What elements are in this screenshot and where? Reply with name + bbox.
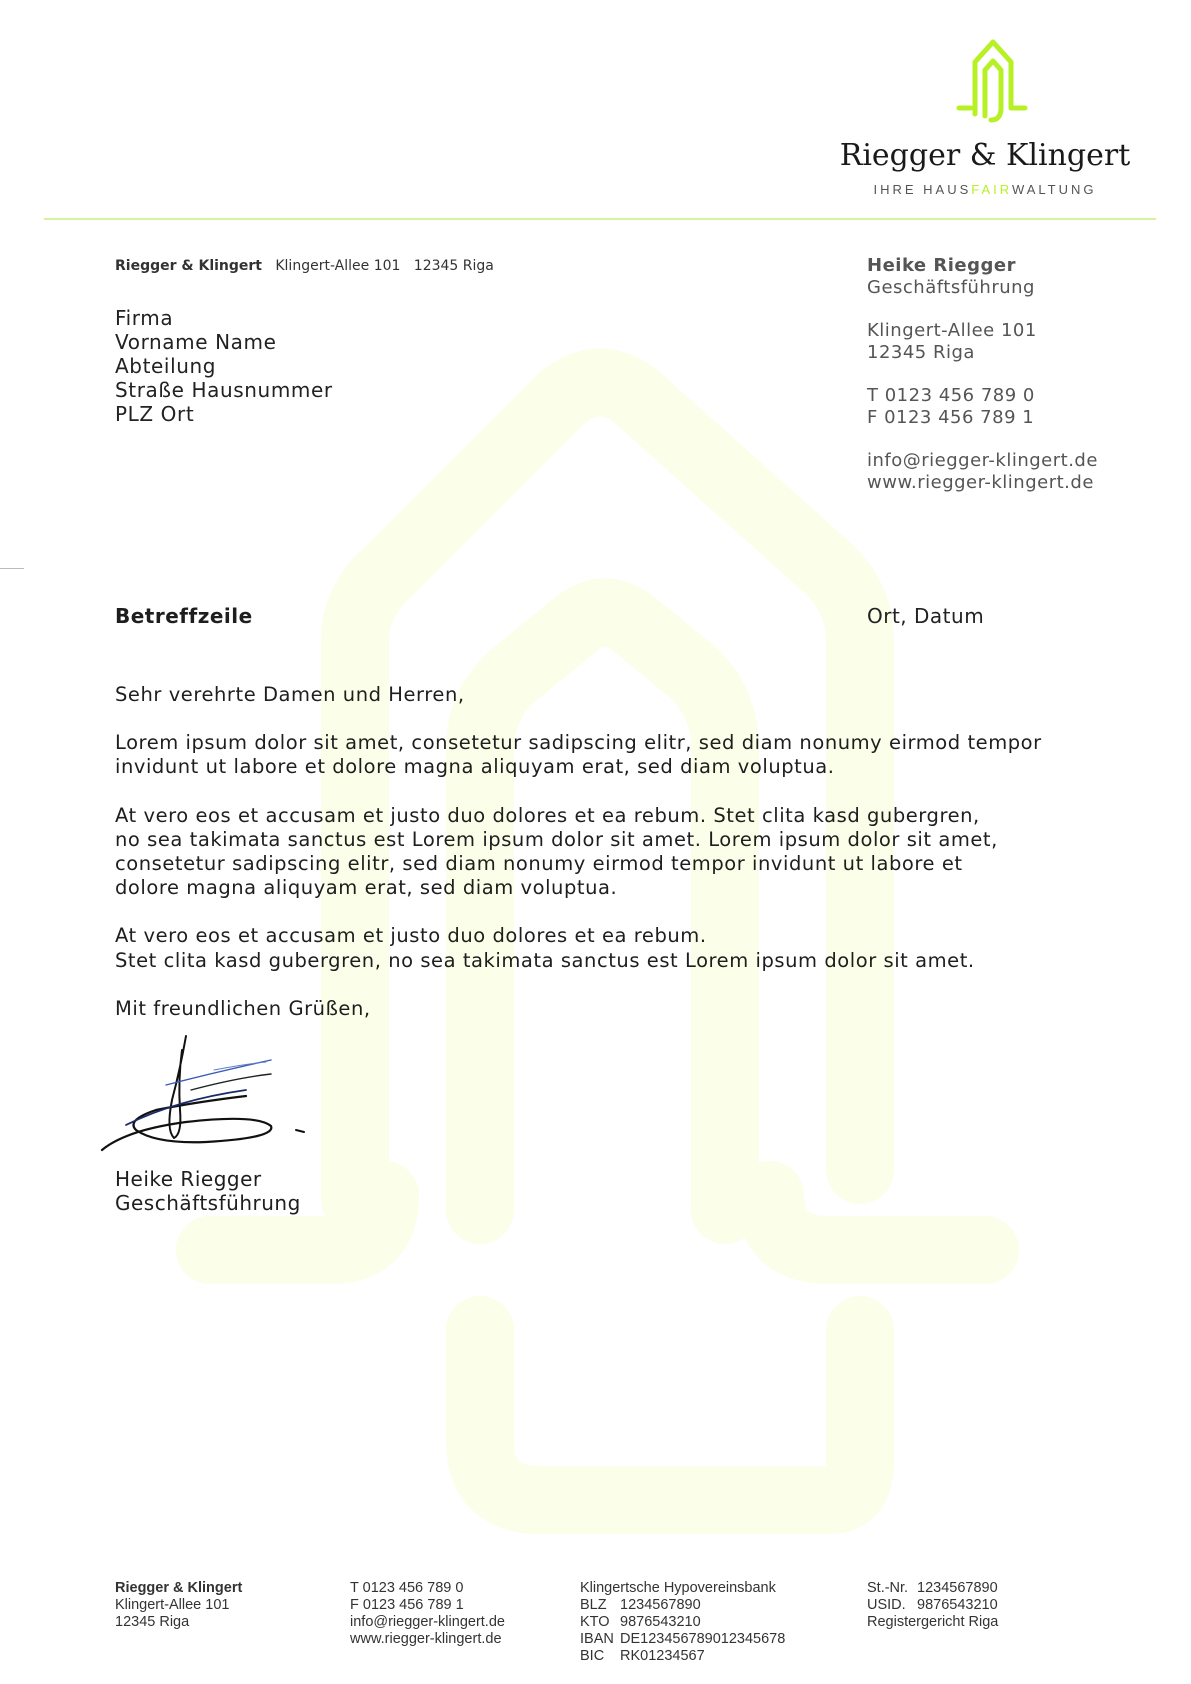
company-logo: [830, 30, 1140, 200]
footer-street: Klingert-Allee 101: [115, 1597, 230, 1613]
recipient-department: Abteilung: [115, 354, 217, 378]
contact-role: Geschäftsführung: [867, 277, 1035, 298]
footer-contact-column: [350, 1580, 505, 1648]
closing: Mit freundlichen Grüßen,: [115, 996, 371, 1020]
recipient-city: PLZ Ort: [115, 402, 195, 426]
recipient-company: Firma: [115, 306, 174, 330]
letter-body: [115, 683, 1075, 1045]
footer-company-column: [115, 1580, 242, 1631]
sender-return-line: [115, 258, 494, 274]
bic-value: RK01234567: [620, 1648, 705, 1664]
signer-block: [115, 1167, 301, 1215]
recipient-street: Straße Hausnummer: [115, 378, 333, 402]
footer-city: 12345 Riga: [115, 1614, 190, 1630]
salutation: Sehr verehrte Damen und Herren,: [115, 683, 465, 706]
footer-phone: T 0123 456 789 0: [350, 1580, 464, 1596]
footer-tax-column: [867, 1580, 998, 1631]
contact-block: [867, 255, 1098, 494]
footer-fax: F 0123 456 789 1: [350, 1597, 464, 1613]
tagline-pre: IHRE HAUS: [873, 182, 972, 197]
handwritten-signature: [96, 1030, 356, 1160]
contact-website[interactable]: www.riegger-klingert.de: [867, 472, 1094, 493]
signer-name: Heike Riegger: [115, 1167, 262, 1191]
sender-city: 12345 Riga: [413, 258, 494, 274]
recipient-address: [115, 306, 333, 426]
footer-register: Registergericht Riga: [867, 1614, 999, 1630]
blz-label: BLZ: [580, 1597, 607, 1613]
contact-phone: T 0123 456 789 0: [867, 385, 1035, 406]
footer-company: Riegger & Klingert: [115, 1580, 243, 1596]
kto-value: 9876543210: [620, 1614, 701, 1630]
stnr-label: St.-Nr.: [867, 1580, 909, 1596]
contact-name: Heike Riegger: [867, 255, 1016, 276]
place-date: Ort, Datum: [867, 604, 985, 628]
stnr-value: 1234567890: [917, 1580, 998, 1596]
iban-label: IBAN: [580, 1631, 614, 1647]
contact-street: Klingert-Allee 101: [867, 320, 1037, 341]
contact-fax: F 0123 456 789 1: [867, 407, 1035, 428]
usid-value: 9876543210: [917, 1597, 998, 1613]
body-paragraph: At vero eos et accusam et justo duo dolores et ea rebum. Stet clita kasd gubergren, no sea takimata sanctus est Lorem ipsum dolor sit amet. Lorem ipsum dolor sit amet, consetetur sadipscing elitr, sed diam nonumy eirmod tempor invidunt ut labore et dolore magna aliquyam erat, sed diam voluptua.: [115, 803, 998, 900]
fold-mark: [0, 568, 24, 569]
footer-bank-name: Klingertsche Hypovereinsbank: [580, 1580, 776, 1596]
sender-company: Riegger & Klingert: [115, 258, 262, 274]
tagline-accent: FAIR: [971, 182, 1012, 197]
sender-street: Klingert-Allee 101: [275, 258, 401, 274]
body-paragraph: Lorem ipsum dolor sit amet, consetetur sadipscing elitr, sed diam nonumy eirmod tempor invidunt ut labore et dolore magna aliquyam erat, sed diam voluptua.: [115, 731, 1042, 779]
footer-website[interactable]: www.riegger-klingert.de: [350, 1631, 502, 1647]
contact-email[interactable]: info@riegger-klingert.de: [867, 450, 1098, 471]
blz-value: 1234567890: [620, 1597, 701, 1613]
subject-line: Betreffzeile: [115, 604, 253, 628]
recipient-name: Vorname Name: [115, 330, 277, 354]
signer-role: Geschäftsführung: [115, 1191, 301, 1215]
footer-email[interactable]: info@riegger-klingert.de: [350, 1614, 505, 1630]
tagline-post: WALTUNG: [1011, 182, 1097, 197]
usid-label: USID.: [867, 1597, 906, 1613]
logo-tagline: [830, 182, 1140, 197]
body-paragraph: At vero eos et accusam et justo duo dolores et ea rebum. Stet clita kasd gubergren, no sea takimata sanctus est Lorem ipsum dolor sit amet.: [115, 924, 975, 972]
bic-label: BIC: [580, 1648, 605, 1664]
logo-wordmark: Riegger & Klingert: [839, 138, 1131, 173]
house-logo-icon: [953, 34, 1033, 130]
kto-label: KTO: [580, 1614, 610, 1630]
contact-city: 12345 Riga: [867, 342, 975, 363]
footer-bank-column: [580, 1580, 785, 1665]
iban-value: DE123456789012345678: [620, 1631, 786, 1647]
header-divider: [44, 218, 1156, 220]
